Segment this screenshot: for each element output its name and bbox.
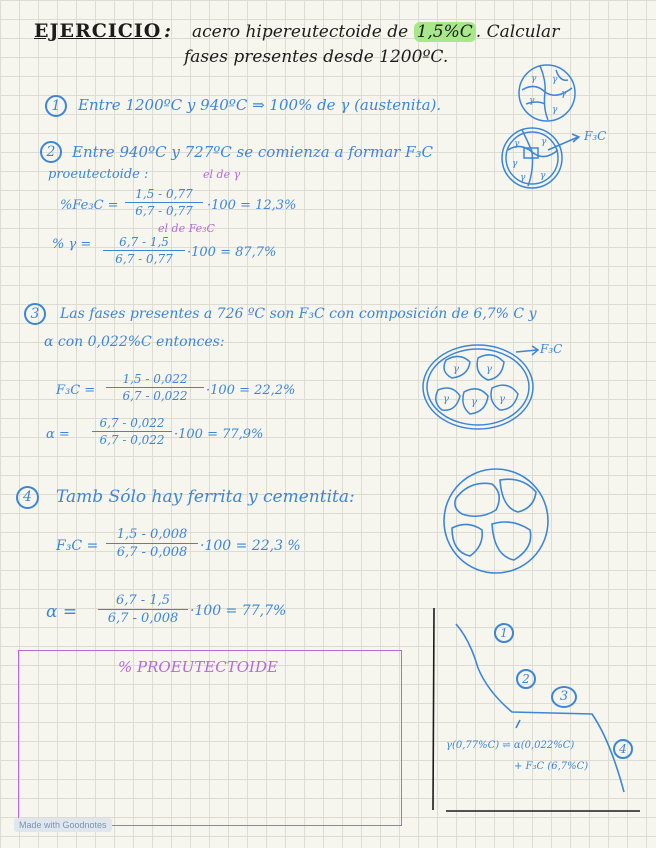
- s4-f2-den: 6,7 - 0,008: [107, 611, 179, 626]
- s2-f1-num: 1,5 - 0,77: [125, 187, 203, 203]
- svg-text:γ: γ: [529, 96, 535, 106]
- svg-text:γ: γ: [561, 89, 567, 99]
- title-line-2: fases presentes desde 1200ºC.: [184, 47, 449, 67]
- step-4-text: Tamb Sólo hay ferrita y cementita:: [56, 487, 355, 507]
- s4-f1-den: 6,7 - 0,008: [116, 545, 188, 560]
- step-1-text: Entre 1200ºC y 940ºC ⇒ 100% de γ (austenita).: [78, 96, 442, 114]
- step-2-marker: 2: [40, 141, 62, 163]
- diagram-marker-2: 2: [516, 669, 536, 689]
- svg-text:γ: γ: [499, 394, 505, 405]
- svg-text:γ: γ: [453, 364, 459, 375]
- room-temp-grains-sketch: [444, 469, 548, 573]
- carbon-highlight: 1,5%C: [414, 22, 476, 42]
- diagram-marker-4: 4: [613, 739, 633, 759]
- step-1-marker: 1: [45, 95, 67, 117]
- title-text-pre: acero hipereutectoide de: [192, 22, 409, 42]
- diagram-reaction-1: γ(0,77%C) ⇌ α(0,022%C): [446, 740, 575, 751]
- s4-f1-rhs: ·100 = 22,3 %: [200, 538, 301, 554]
- s3-f1-lhs: F₃C =: [56, 383, 96, 398]
- diagram-marker-1: 1: [494, 623, 514, 643]
- svg-text:γ: γ: [520, 173, 526, 183]
- s3-f2-num: 6,7 - 0,022: [92, 416, 172, 432]
- s4-f1-num: 1,5 - 0,008: [106, 527, 198, 544]
- s3-f1-num: 1,5 - 0,022: [106, 372, 204, 388]
- s2-f1-den: 6,7 - 0,77: [135, 204, 193, 218]
- exercise-heading: EJERCICIO: [34, 20, 162, 42]
- svg-text:γ: γ: [531, 74, 537, 84]
- austenite-grains-sketch: [519, 65, 575, 121]
- proeutectoid-title: % PROEUTECTOIDE: [118, 658, 278, 676]
- heading-colon: :: [164, 20, 172, 42]
- s4-f2-rhs: ·100 = 77,7%: [190, 603, 287, 619]
- s4-f2-num: 6,7 - 1,5: [98, 593, 188, 610]
- s2-f1-lhs: %Fe₃C =: [60, 198, 119, 213]
- s3-f2-lhs: α =: [46, 427, 70, 442]
- step-4-marker: 4: [16, 486, 39, 509]
- step-3-text: Las fases presentes a 726 ºC son F₃C con composición de 6,7% C y: [60, 306, 537, 322]
- title-text-post: . Calcular: [475, 22, 560, 42]
- phase-diagram-sketch: [433, 608, 640, 811]
- s4-f1-lhs: F₃C =: [56, 538, 99, 554]
- s2-f2-den: 6,7 - 0,77: [115, 252, 173, 266]
- s2-f2-lhs: % γ =: [52, 237, 92, 252]
- step-2-text: Entre 940ºC y 727ºC se comienza a formar F₃C: [72, 143, 433, 161]
- svg-text:γ: γ: [552, 75, 558, 85]
- s3-f2-rhs: ·100 = 77,9%: [174, 427, 264, 442]
- svg-text:γ: γ: [552, 105, 558, 115]
- step-2-text-2: proeutectoide :: [48, 167, 149, 182]
- step-3-marker: 3: [24, 303, 46, 325]
- s3-f2-den: 6,7 - 0,022: [99, 433, 165, 447]
- s4-f2-lhs: α =: [46, 602, 78, 622]
- note-fe3c: el de Fe₃C: [158, 222, 215, 235]
- goodnotes-watermark: Made with Goodnotes: [14, 818, 112, 832]
- diagram-marker-3: 3: [551, 686, 577, 708]
- note-gamma: el de γ: [203, 168, 241, 181]
- s3-f3c-label: F₃C: [540, 342, 563, 356]
- s2-f2-rhs: ·100 = 87,7%: [187, 245, 277, 260]
- diagram-y-axis: [433, 608, 434, 810]
- s3-f1-den: 6,7 - 0,022: [122, 389, 188, 403]
- step-3-text-2: α con 0,022%C entonces:: [44, 334, 225, 350]
- s3-f1-rhs: ·100 = 22,2%: [206, 383, 296, 398]
- s2-f1-rhs: ·100 = 12,3%: [207, 198, 297, 213]
- svg-text:γ: γ: [540, 171, 546, 181]
- eutectoid-grains-sketch: [423, 345, 538, 429]
- s2-f2-num: 6,7 - 1,5: [103, 235, 185, 251]
- svg-text:γ: γ: [514, 139, 520, 149]
- svg-text:γ: γ: [471, 397, 477, 408]
- svg-text:γ: γ: [443, 394, 449, 405]
- diagram-reaction-2: + F₃C (6,7%C): [514, 761, 589, 772]
- svg-text:γ: γ: [512, 159, 518, 169]
- s2-f3c-label: F₃C: [584, 129, 607, 143]
- svg-text:γ: γ: [486, 364, 492, 375]
- svg-text:γ: γ: [541, 137, 547, 147]
